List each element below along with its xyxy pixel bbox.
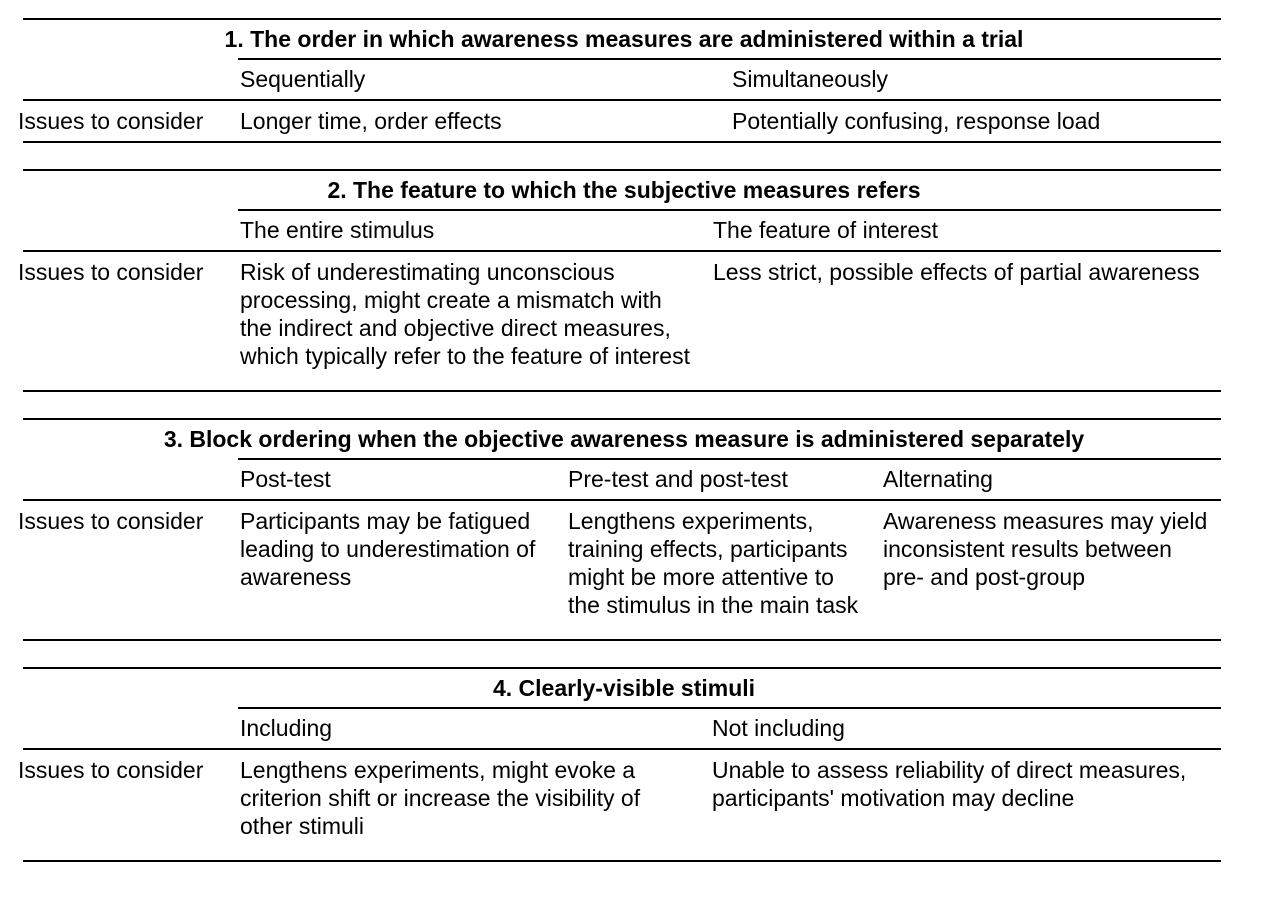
table-4-title: 4. Clearly-visible stimuli bbox=[492, 675, 756, 701]
column-header: Not including bbox=[712, 715, 845, 741]
table-4-issues-row bbox=[18, 750, 1230, 860]
table-3-issues-row bbox=[18, 501, 1230, 639]
issue-cell: Longer time, order effects bbox=[240, 108, 502, 134]
table-3-block-ordering bbox=[18, 418, 1230, 641]
table-1-issues-row bbox=[18, 101, 1230, 141]
table-2-subjective-measure-feature bbox=[18, 169, 1230, 392]
table-2-header-row bbox=[18, 211, 1230, 250]
row-label: Issues to consider bbox=[18, 108, 204, 134]
issue-cell: Lengthens experiments, training effects, participants might be more attentive to the stimulus in the main task bbox=[568, 508, 859, 618]
header-spacer bbox=[18, 709, 240, 748]
header-spacer bbox=[18, 211, 240, 250]
header-spacer bbox=[18, 60, 240, 99]
column-header: Including bbox=[240, 715, 333, 741]
issue-cell: Less strict, possible effects of partial awareness bbox=[713, 259, 1200, 285]
table-3-title: 3. Block ordering when the objective awareness measure is administered separately bbox=[163, 426, 1085, 452]
column-header: Pre-test and post-test bbox=[568, 466, 788, 492]
header-spacer bbox=[18, 460, 240, 499]
column-header: Post-test bbox=[240, 466, 331, 492]
issue-cell: Awareness measures may yield inconsistent results between pre- and post-group bbox=[883, 508, 1208, 590]
bottom-rule bbox=[23, 390, 1221, 392]
column-header: The entire stimulus bbox=[240, 217, 435, 243]
table-1-title-row bbox=[18, 20, 1230, 58]
row-label: Issues to consider bbox=[18, 508, 204, 534]
table-1-title: 1. The order in which awareness measures are administered within a trial bbox=[224, 26, 1024, 52]
table-4-header-row bbox=[18, 709, 1230, 748]
row-label: Issues to consider bbox=[18, 259, 204, 285]
table-1-order-of-measures bbox=[18, 18, 1230, 143]
bottom-rule bbox=[23, 141, 1221, 143]
column-header: Sequentially bbox=[240, 66, 366, 92]
issue-cell: Risk of underestimating unconscious processing, might create a mismatch with the indirect and objective direct measures, which typically refer to the feature of interest bbox=[240, 259, 690, 369]
row-label: Issues to consider bbox=[18, 757, 204, 783]
table-4-title-row bbox=[18, 669, 1230, 707]
column-header: Alternating bbox=[883, 466, 993, 492]
column-header: Simultaneously bbox=[732, 66, 888, 92]
table-2-title-row bbox=[18, 171, 1230, 209]
issue-cell: Lengthens experiments, might evoke a criterion shift or increase the visibility of other stimuli bbox=[240, 757, 641, 839]
table-1-header-row bbox=[18, 60, 1230, 99]
table-3-header-row bbox=[18, 460, 1230, 499]
table-2-issues-row bbox=[18, 252, 1230, 390]
issue-cell: Potentially confusing, response load bbox=[732, 108, 1101, 134]
table-3-title-row bbox=[18, 420, 1230, 458]
bottom-rule bbox=[23, 639, 1221, 641]
bottom-rule bbox=[23, 860, 1221, 862]
issue-cell: Unable to assess reliability of direct measures, participants' motivation may decline bbox=[712, 757, 1187, 811]
column-header: The feature of interest bbox=[713, 217, 939, 243]
table-4-clearly-visible-stimuli bbox=[18, 667, 1230, 862]
issue-cell: Participants may be fatigued leading to underestimation of awareness bbox=[240, 508, 536, 590]
table-2-title: 2. The feature to which the subjective measures refers bbox=[327, 177, 921, 203]
